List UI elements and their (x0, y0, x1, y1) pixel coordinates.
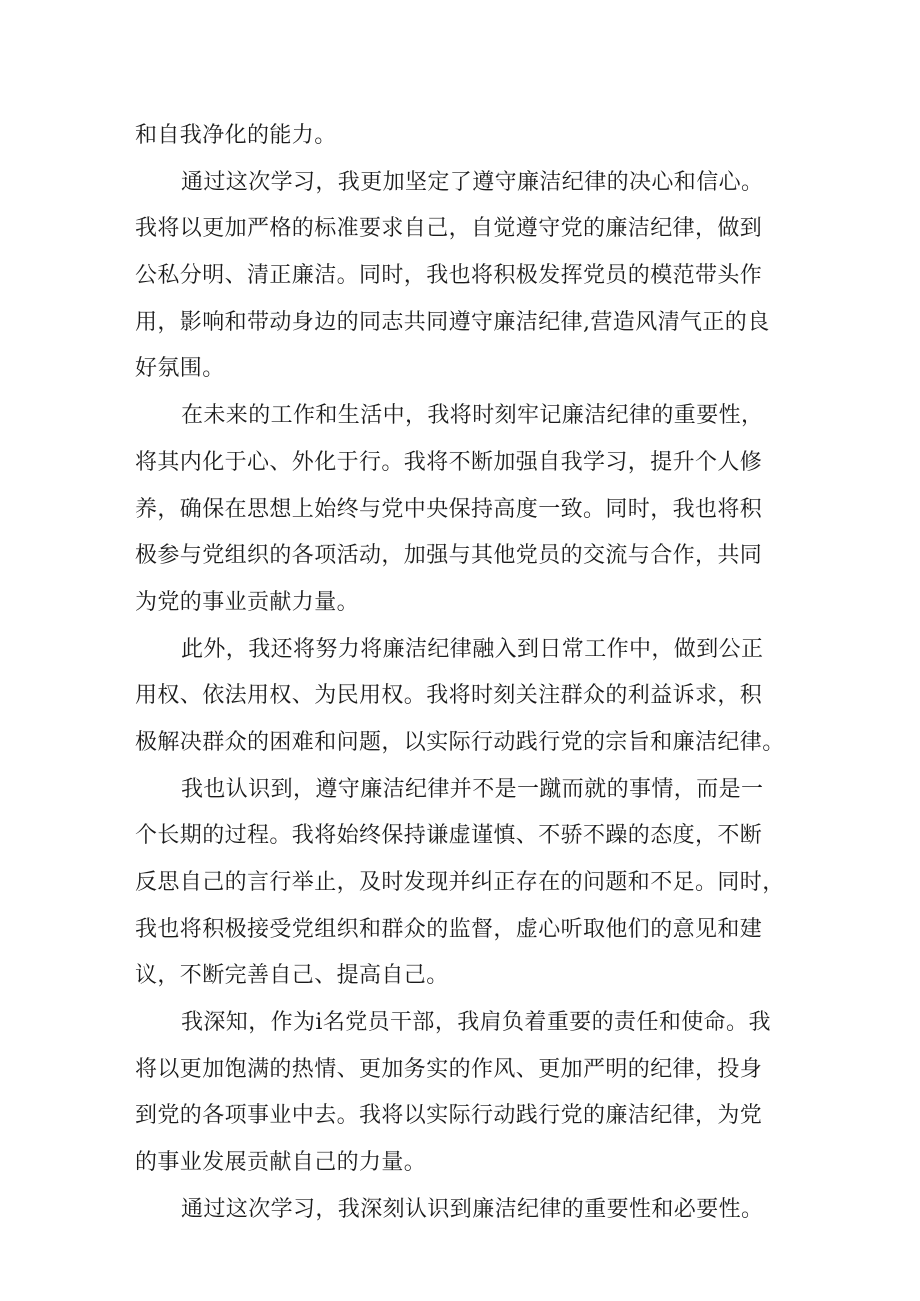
text-line: 将以更加饱满的热情、更加务实的作风、更加严明的纪律，投身 (135, 1056, 763, 1082)
text-line: 极参与党组织的各项活动，加强与其他党员的交流与合作，共同 (135, 543, 763, 569)
text-line: 个长期的过程。我将始终保持谦虚谨慎、不骄不躁的态度，不断 (135, 823, 763, 849)
text-line: 我将以更加严格的标准要求自己，自觉遵守党的廉洁纪律，做到 (135, 216, 763, 242)
text-line: 极解决群众的困难和问题，以实际行动践行党的宗旨和廉洁纪律。 (135, 729, 785, 755)
paragraph-first-line: 在未来的工作和生活中，我将时刻牢记廉洁纪律的重要性， (181, 403, 764, 429)
text-line: 公私分明、清正廉洁。同时，我也将积极发挥党员的模范带头作 (135, 263, 763, 289)
text-line: 好氛围。 (135, 356, 225, 382)
text-line: 的事业发展贡献自己的力量。 (135, 1150, 427, 1176)
text-line: 养，确保在思想上始终与党中央保持高度一致。同时，我也将积 (135, 496, 763, 522)
document-body (135, 113, 795, 1234)
text-line: 我也将积极接受党组织和群众的监督，虚心听取他们的意见和建 (135, 916, 763, 942)
text-line: 用权、依法用权、为民用权。我将时刻关注群众的利益诉求，积 (135, 683, 763, 709)
text-line: 为党的事业贡献力量。 (135, 589, 360, 615)
text-line: 和自我净化的能力。 (135, 123, 337, 148)
paragraph-first-line: 通过这次学习，我更加坚定了遵守廉洁纪律的决心和信心。 (181, 169, 764, 195)
text-line: 议，不断完善自己、提高自己。 (135, 963, 449, 989)
text-line: 将其内化于心、外化于行。我将不断加强自我学习，提升个人修 (135, 449, 763, 475)
paragraph-first-line: 我也认识到，遵守廉洁纪律并不是一蹴而就的事情，而是一 (181, 776, 764, 802)
paragraph-first-line: 我深知，作为i名党员干部，我肩负着重要的责任和使命。我 (181, 1010, 771, 1036)
text-line: 到党的各项事业中去。我将以实际行动践行党的廉洁纪律，为党 (135, 1103, 763, 1129)
paragraph-first-line: 通过这次学习，我深刻认识到廉洁纪律的重要性和必要性。 (181, 1196, 764, 1222)
text-line: 用，影响和带动身边的同志共同遵守廉洁纪律,营造风清气正的良 (135, 309, 770, 335)
paragraph-first-line: 此外，我还将努力将廉洁纪律融入到日常工作中，做到公正 (181, 636, 764, 662)
text-line: 反思自己的言行举止，及时发现并纠正存在的问题和不足。同时， (135, 870, 785, 895)
